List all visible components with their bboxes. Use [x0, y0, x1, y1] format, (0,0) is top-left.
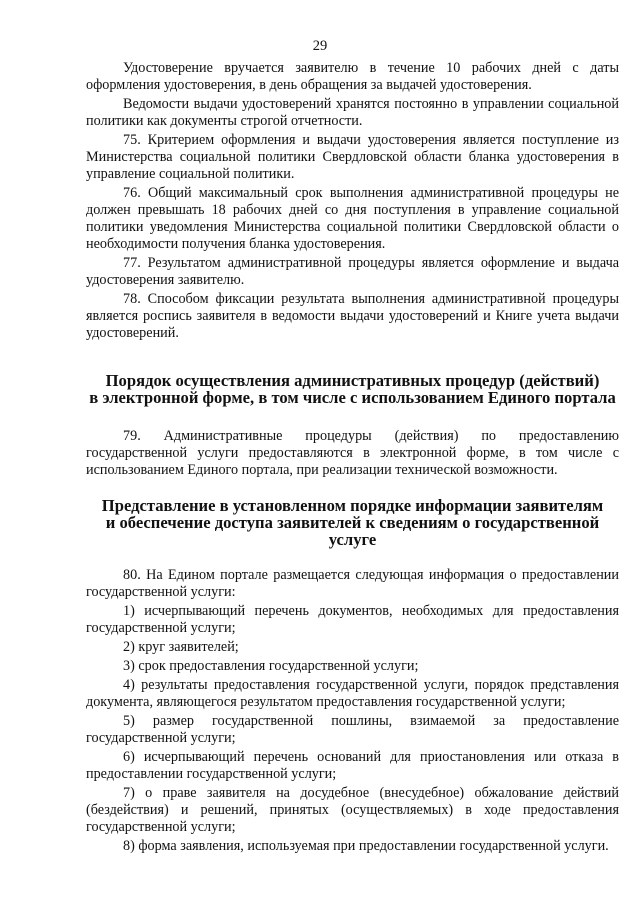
list-item: 3) срок предоставления государственной услуги;	[123, 658, 419, 674]
paragraph: Удостоверение вручается заявителю в течение 10 рабочих дней с даты оформления удостоверения, в день обращения за выдачей удостоверения.	[86, 60, 619, 93]
section-heading-line: и обеспечение доступа заявителей к сведениям о государственной услуге	[105, 513, 600, 549]
paragraph: 78. Способом фиксации результата выполнения административной процедуры является роспись заявителя в ведомости выдачи удостоверений и Книге учета выдачи удостоверений.	[86, 291, 619, 341]
section-heading	[86, 372, 619, 406]
paragraph: 80. На Едином портале размещается следующая информация о предоставлении государственной услуги:	[86, 567, 619, 600]
list-item: 5) размер государственной пошлины, взимаемой за предоставление государственной услуги;	[86, 713, 619, 746]
page-number: 29	[312, 38, 328, 54]
section-heading-line: в электронной форме, в том числе с использованием Единого портала	[89, 388, 616, 407]
paragraph: 79. Административные процедуры (действия) по предоставлению государственной услуги предоставляются в электронной форме, в том числе с использованием Единого портала, при реализации технической возможности.	[86, 428, 619, 478]
paragraph: 77. Результатом административной процедуры является оформление и выдача удостоверения заявителю.	[86, 255, 619, 288]
list-item: 1) исчерпывающий перечень документов, необходимых для предоставления государственной услуги;	[86, 603, 619, 636]
paragraph: 76. Общий максимальный срок выполнения административной процедуры не должен превышать 18 рабочих дней со дня поступления в управление социальной политики уведомления Министерства социальной политики Свердловской области о необходимости получения бланка удостоверения.	[86, 185, 619, 252]
list-item: 2) круг заявителей;	[123, 639, 239, 655]
list-item: 7) о праве заявителя на досудебное (внесудебное) обжалование действий (бездействия) и решений, принятых (осуществляемых) в ходе предоставления государственной услуги;	[86, 785, 619, 835]
paragraph: 75. Критерием оформления и выдачи удостоверения является поступление из Министерства социальной политики Свердловской области бланка удостоверения в управление социальной политики.	[86, 132, 619, 182]
document-body	[86, 60, 619, 855]
paragraph: Ведомости выдачи удостоверений хранятся постоянно в управлении социальной политики как документы строгой отчетности.	[86, 96, 619, 129]
section-heading	[86, 497, 619, 548]
section-heading-line: Представление в установленном порядке информации заявителям	[101, 496, 604, 515]
list-item: 8) форма заявления, используемая при предоставлении государственной услуги.	[123, 838, 609, 854]
list-item: 4) результаты предоставления государственной услуги, порядок представления документа, являющегося результатом предоставления государственной услуги;	[86, 677, 619, 710]
section-heading-line: Порядок осуществления административных процедур (действий)	[105, 371, 600, 390]
list-item: 6) исчерпывающий перечень оснований для приостановления или отказа в предоставлении государственной услуги;	[86, 749, 619, 782]
